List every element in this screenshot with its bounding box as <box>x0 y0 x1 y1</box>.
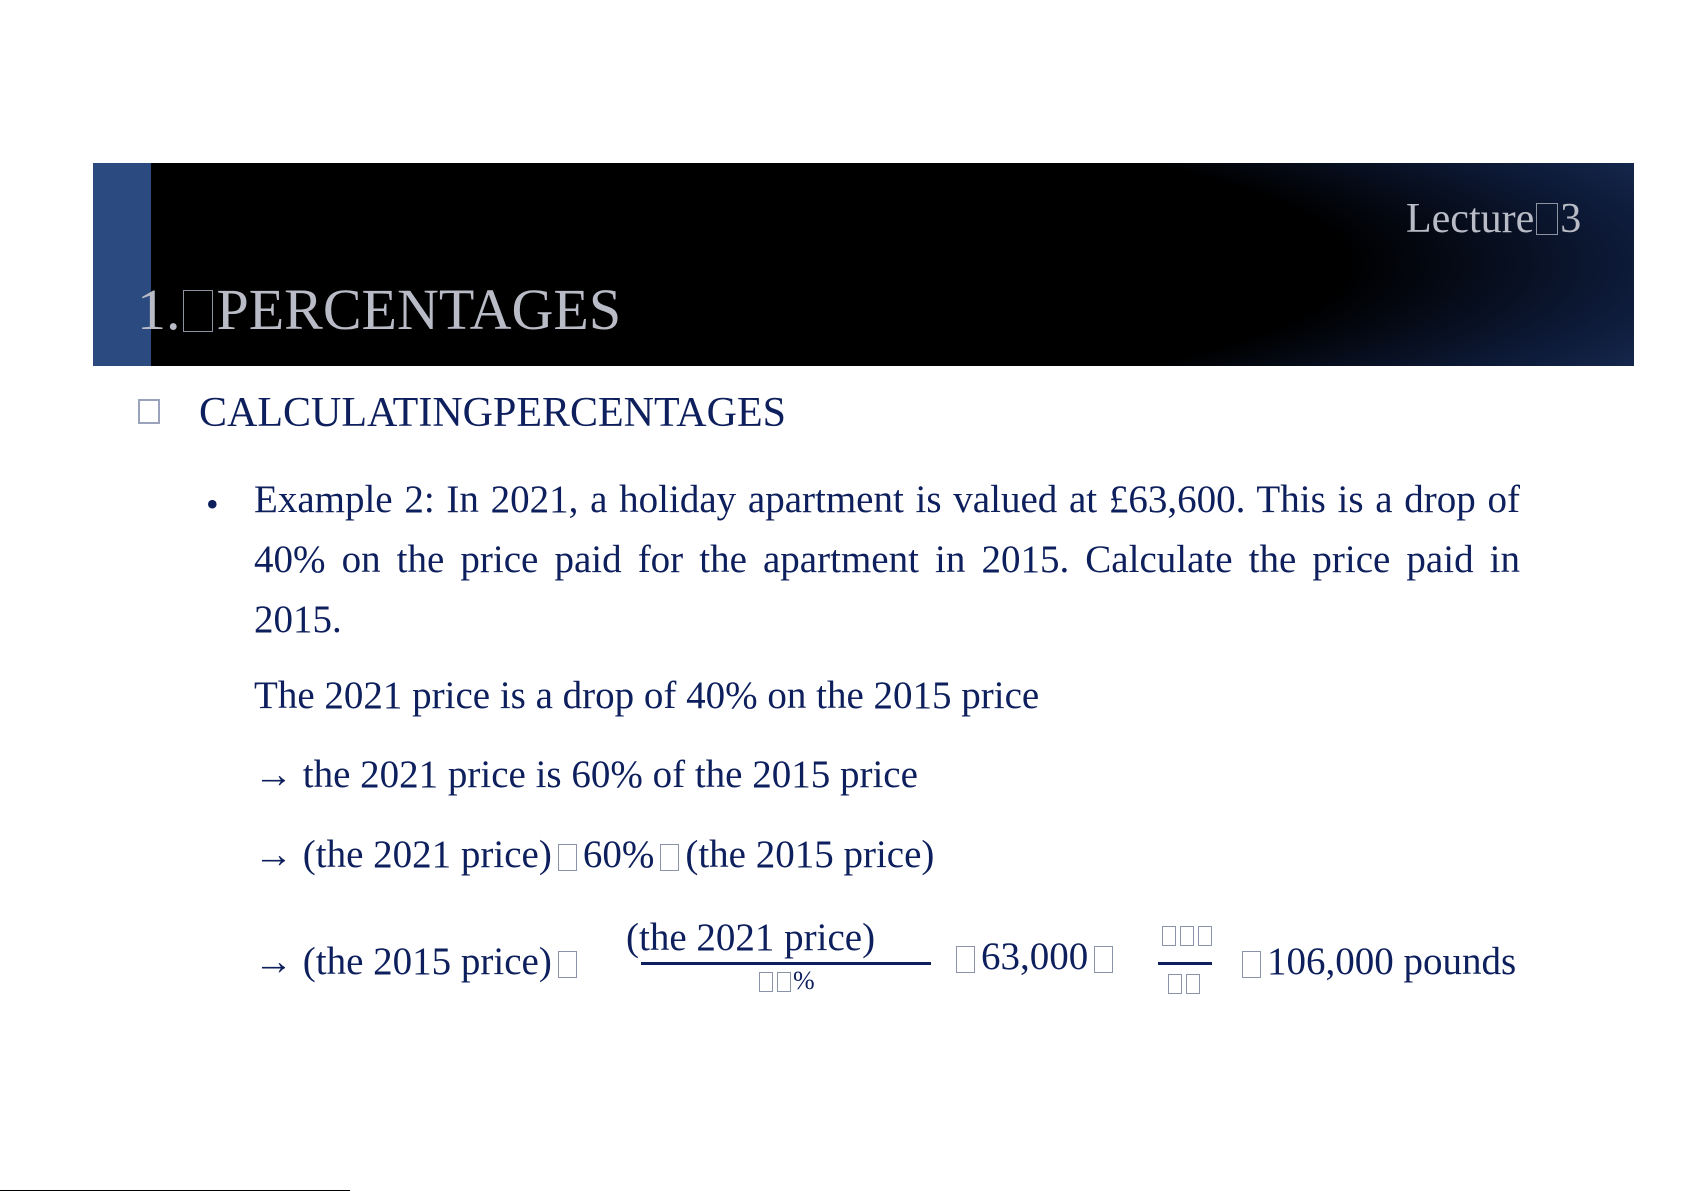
line3-lhs: → (the 2021 price) <box>254 833 552 876</box>
section-bullet-icon <box>138 399 160 424</box>
fraction2-bar <box>1158 962 1212 965</box>
fraction-bar <box>641 962 931 965</box>
line3-rhs: (the 2015 price) <box>685 833 935 876</box>
lecture-label: Lecture 3 <box>1406 196 1582 242</box>
fraction-numerator: (the 2021 price) <box>626 916 876 959</box>
solution-line-4-value: 63,000 <box>950 934 1119 979</box>
page-title: 1. PERCENTAGES <box>137 277 622 342</box>
solution-line-2: → the 2021 price is 60% of the 2015 price <box>254 753 918 796</box>
fraction-denominator: % <box>757 966 815 996</box>
symbol-placeholder-icon <box>558 951 577 978</box>
symbol-placeholder-icon <box>956 946 975 973</box>
example-paragraph: Example 2: In 2021, a holiday apartment is valued at £63,600. This is a drop of 40% on the price paid for the apartment in 2015. Calculate the price paid in 2015. <box>254 478 1520 641</box>
bullet-dot-icon: • <box>206 484 219 524</box>
solution-line-3 <box>254 832 934 877</box>
solution-line-1: The 2021 price is a drop of 40% on the 2015 price <box>254 674 1040 717</box>
solution-line-4-result: 106,000 pounds <box>1236 939 1516 984</box>
solution-line-4-lhs: → (the 2015 price) <box>254 939 583 984</box>
symbol-placeholder-icon <box>558 844 577 871</box>
line3-percent: 60% <box>582 833 655 876</box>
section-heading: CALCULATINGPERCENTAGES <box>199 390 786 436</box>
symbol-placeholder-icon <box>1242 951 1261 978</box>
fraction2-denominator <box>1166 974 1202 996</box>
symbol-placeholder-icon <box>660 844 679 871</box>
symbol-placeholder-icon <box>1094 946 1113 973</box>
fraction2-numerator <box>1160 926 1214 948</box>
